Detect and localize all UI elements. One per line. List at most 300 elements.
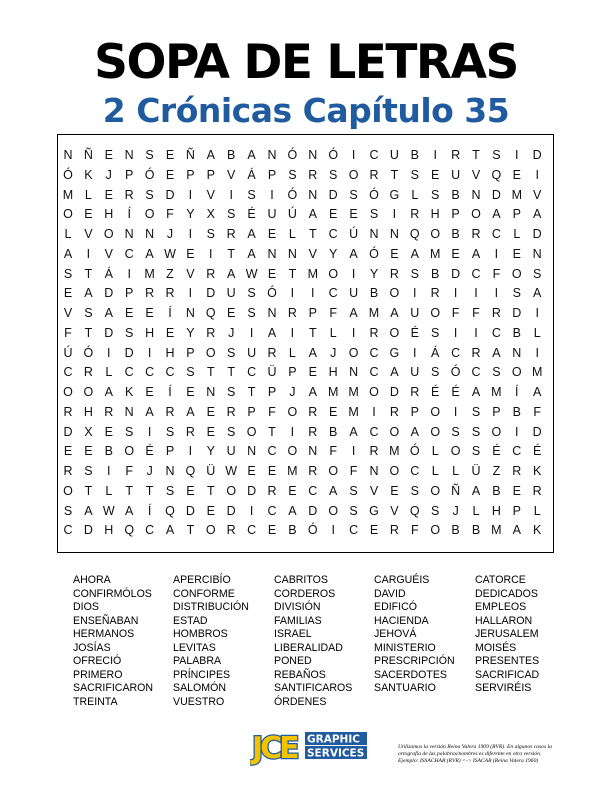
grid-cell[interactable]: B (451, 523, 460, 538)
grid-cell[interactable]: S (431, 503, 440, 518)
grid-cell[interactable]: G (389, 187, 400, 202)
grid-cell[interactable]: Ó (267, 286, 277, 301)
grid-cell[interactable]: J (330, 345, 337, 360)
grid-cell[interactable]: I (86, 246, 91, 261)
grid-cell[interactable]: V (84, 227, 93, 241)
grid-cell[interactable]: T (268, 424, 276, 439)
grid-cell[interactable]: H (104, 523, 114, 538)
grid-cell[interactable]: L (472, 503, 480, 518)
grid-cell[interactable]: N (308, 187, 318, 202)
grid-cell[interactable]: U (267, 207, 277, 222)
grid-cell[interactable]: R (410, 207, 420, 222)
grid-cell[interactable]: R (532, 483, 542, 498)
grid-cell[interactable]: Ó (144, 167, 155, 182)
grid-cell[interactable]: I (188, 187, 193, 202)
grid-cell[interactable]: R (308, 167, 318, 182)
grid-cell[interactable]: E (369, 523, 379, 538)
grid-cell[interactable]: E (84, 207, 93, 222)
grid-cell[interactable]: A (63, 246, 73, 261)
grid-cell[interactable]: W (225, 464, 238, 478)
letter-grid[interactable] (57, 134, 554, 553)
grid-cell[interactable]: R (267, 345, 277, 360)
grid-cell[interactable]: T (472, 148, 480, 162)
grid-cell[interactable]: D (104, 325, 114, 340)
grid-cell[interactable]: Ó (369, 187, 379, 202)
grid-cell[interactable]: S (533, 266, 542, 281)
grid-cell[interactable]: A (206, 148, 215, 162)
grid-cell[interactable]: J (166, 227, 174, 241)
grid-cell[interactable]: D (206, 286, 216, 301)
grid-cell[interactable]: Ó (328, 148, 339, 162)
grid-cell[interactable]: R (389, 266, 399, 281)
grid-cell[interactable]: E (288, 483, 297, 498)
grid-cell[interactable]: T (84, 266, 93, 281)
grid-cell[interactable]: I (147, 424, 152, 439)
grid-cell[interactable]: N (124, 148, 134, 162)
grid-cell[interactable]: Q (205, 306, 216, 320)
grid-cell[interactable]: N (512, 345, 522, 360)
grid-cell[interactable]: D (185, 503, 195, 518)
grid-cell[interactable]: Ú (349, 227, 359, 241)
grid-cell[interactable]: C (369, 365, 379, 380)
grid-cell[interactable]: P (308, 306, 317, 320)
grid-cell[interactable]: U (451, 167, 461, 182)
grid-cell[interactable]: E (308, 365, 317, 380)
grid-cell[interactable]: E (267, 266, 277, 281)
grid-cell[interactable]: R (308, 424, 318, 439)
grid-cell[interactable]: O (389, 286, 400, 301)
grid-cell[interactable]: T (227, 365, 235, 380)
grid-cell[interactable]: F (472, 306, 480, 320)
grid-cell[interactable]: V (63, 306, 73, 320)
grid-cell[interactable]: O (389, 325, 400, 340)
grid-cell[interactable]: R (165, 404, 175, 419)
grid-cell[interactable]: O (389, 424, 400, 439)
grid-cell[interactable]: X (84, 424, 93, 439)
grid-cell[interactable]: O (389, 464, 400, 478)
grid-cell[interactable]: B (512, 325, 521, 340)
grid-cell[interactable]: I (188, 286, 193, 301)
grid-cell[interactable]: I (351, 148, 356, 162)
grid-cell[interactable]: R (104, 404, 114, 419)
grid-cell[interactable]: Q (409, 503, 420, 518)
grid-cell[interactable]: R (369, 167, 379, 182)
grid-cell[interactable]: E (512, 167, 521, 182)
grid-cell[interactable]: É (410, 325, 419, 340)
grid-cell[interactable]: R (267, 483, 277, 498)
grid-cell[interactable]: M (62, 187, 74, 202)
grid-cell[interactable]: N (267, 246, 277, 261)
grid-cell[interactable]: Á (431, 345, 440, 360)
grid-cell[interactable]: O (226, 483, 237, 498)
grid-cell[interactable]: S (227, 424, 236, 439)
grid-cell[interactable]: S (63, 266, 73, 281)
grid-cell[interactable]: M (327, 385, 339, 399)
grid-cell[interactable]: N (471, 187, 481, 202)
grid-cell[interactable]: Í (168, 385, 172, 399)
grid-cell[interactable]: Ó (409, 444, 420, 459)
grid-cell[interactable]: S (145, 148, 154, 162)
grid-cell[interactable]: I (270, 187, 274, 202)
grid-cell[interactable]: V (308, 246, 317, 261)
grid-cell[interactable]: D (63, 424, 73, 439)
grid-cell[interactable]: V (186, 266, 195, 281)
grid-cell[interactable]: A (471, 483, 481, 498)
grid-cell[interactable]: R (471, 227, 481, 241)
grid-cell[interactable]: C (165, 365, 175, 380)
grid-cell[interactable]: N (145, 227, 155, 241)
grid-cell[interactable]: C (247, 365, 257, 380)
grid-cell[interactable]: Ó (63, 167, 73, 182)
grid-cell[interactable]: O (491, 424, 502, 439)
grid-cell[interactable]: C (491, 227, 501, 241)
grid-cell[interactable]: A (533, 286, 542, 301)
grid-cell[interactable]: P (125, 286, 134, 301)
grid-cell[interactable]: R (410, 385, 420, 399)
grid-cell[interactable]: N (124, 404, 134, 419)
grid-cell[interactable]: C (471, 365, 481, 380)
grid-cell[interactable]: T (390, 167, 399, 182)
grid-cell[interactable]: F (533, 404, 541, 419)
grid-cell[interactable]: W (245, 266, 258, 281)
grid-cell[interactable]: R (226, 523, 236, 538)
grid-cell[interactable]: S (431, 187, 440, 202)
grid-cell[interactable]: M (491, 523, 502, 538)
grid-cell[interactable]: E (390, 483, 399, 498)
grid-cell[interactable]: Í (147, 503, 152, 518)
grid-cell[interactable]: Q (165, 503, 175, 518)
grid-cell[interactable]: E (104, 148, 113, 162)
grid-cell[interactable]: Ó (83, 345, 94, 360)
grid-cell[interactable]: A (471, 385, 481, 399)
grid-cell[interactable]: J (146, 464, 153, 478)
grid-cell[interactable]: I (413, 345, 417, 360)
grid-cell[interactable]: H (491, 503, 501, 518)
grid-cell[interactable]: S (492, 148, 501, 162)
grid-cell[interactable]: B (104, 444, 113, 459)
grid-cell[interactable]: R (206, 266, 216, 281)
grid-cell[interactable]: Á (104, 266, 113, 281)
grid-cell[interactable]: R (512, 464, 522, 478)
grid-cell[interactable]: E (329, 404, 338, 419)
grid-cell[interactable]: R (308, 404, 318, 419)
grid-cell[interactable]: A (410, 246, 419, 261)
grid-cell[interactable]: L (288, 227, 296, 241)
grid-cell[interactable]: A (533, 385, 542, 399)
grid-cell[interactable]: D (532, 424, 542, 439)
grid-cell[interactable]: W (102, 503, 115, 518)
grid-cell[interactable]: I (107, 345, 111, 360)
grid-cell[interactable]: A (349, 306, 358, 320)
grid-cell[interactable]: O (430, 523, 441, 538)
grid-cell[interactable]: S (63, 503, 73, 518)
grid-cell[interactable]: R (471, 345, 481, 360)
grid-cell[interactable]: S (410, 167, 419, 182)
grid-cell[interactable]: I (351, 266, 356, 281)
grid-cell[interactable]: S (410, 483, 419, 498)
grid-cell[interactable]: E (206, 503, 215, 518)
grid-cell[interactable]: V (104, 246, 113, 261)
grid-cell[interactable]: T (84, 483, 93, 498)
grid-cell[interactable]: O (63, 483, 73, 498)
grid-cell[interactable]: K (84, 167, 93, 182)
grid-cell[interactable]: E (512, 246, 521, 261)
grid-cell[interactable]: I (372, 404, 376, 419)
grid-cell[interactable]: P (165, 444, 175, 459)
grid-cell[interactable]: D (104, 286, 114, 301)
grid-cell[interactable]: O (328, 266, 339, 281)
grid-cell[interactable]: É (533, 444, 542, 459)
grid-cell[interactable]: V (227, 167, 236, 182)
grid-cell[interactable]: E (431, 167, 440, 182)
grid-cell[interactable]: I (311, 286, 315, 301)
grid-cell[interactable]: Y (369, 266, 379, 281)
grid-cell[interactable]: A (267, 325, 277, 340)
grid-cell[interactable]: U (349, 286, 359, 301)
grid-cell[interactable]: H (328, 365, 338, 380)
grid-cell[interactable]: A (390, 306, 399, 320)
grid-cell[interactable]: A (492, 345, 501, 360)
grid-cell[interactable]: D (512, 306, 522, 320)
grid-cell[interactable]: P (512, 207, 521, 222)
grid-cell[interactable]: Ó (287, 187, 298, 202)
grid-cell[interactable]: E (165, 167, 175, 182)
grid-cell[interactable]: I (515, 148, 519, 162)
grid-cell[interactable]: W (164, 246, 176, 261)
grid-cell[interactable]: G (389, 345, 400, 360)
grid-cell[interactable]: E (186, 385, 195, 399)
grid-cell[interactable]: D (165, 187, 175, 202)
grid-cell[interactable]: I (494, 246, 499, 261)
grid-cell[interactable]: L (533, 503, 541, 518)
grid-cell[interactable]: O (124, 444, 135, 459)
grid-cell[interactable]: L (105, 483, 113, 498)
grid-cell[interactable]: O (430, 227, 441, 241)
grid-cell[interactable]: C (124, 365, 134, 380)
grid-cell[interactable]: E (206, 404, 215, 419)
grid-cell[interactable]: S (410, 266, 419, 281)
grid-cell[interactable]: S (247, 286, 256, 301)
grid-cell[interactable]: R (308, 464, 318, 478)
grid-cell[interactable]: S (145, 187, 154, 202)
grid-cell[interactable]: E (451, 246, 460, 261)
grid-cell[interactable]: A (410, 424, 419, 439)
grid-cell[interactable]: A (165, 523, 175, 538)
grid-cell[interactable]: V (369, 483, 379, 498)
grid-cell[interactable]: É (431, 385, 440, 399)
grid-cell[interactable]: P (288, 365, 297, 380)
grid-cell[interactable]: O (144, 207, 155, 222)
grid-cell[interactable]: P (206, 167, 215, 182)
grid-cell[interactable]: G (369, 503, 379, 518)
grid-cell[interactable]: I (474, 325, 478, 340)
grid-cell[interactable]: O (328, 464, 339, 478)
grid-cell[interactable]: A (533, 207, 542, 222)
grid-cell[interactable]: L (411, 187, 419, 202)
grid-cell[interactable]: B (451, 187, 460, 202)
grid-cell[interactable]: H (83, 404, 93, 419)
grid-cell[interactable]: U (389, 148, 399, 162)
grid-cell[interactable]: N (389, 227, 399, 241)
grid-cell[interactable]: A (349, 424, 358, 439)
grid-cell[interactable]: N (185, 306, 195, 320)
grid-cell[interactable]: I (453, 325, 458, 340)
grid-cell[interactable]: S (247, 306, 256, 320)
grid-cell[interactable]: S (165, 424, 175, 439)
grid-cell[interactable]: I (535, 345, 539, 360)
grid-cell[interactable]: O (369, 385, 379, 399)
grid-cell[interactable]: Ü (267, 365, 277, 380)
grid-cell[interactable]: E (104, 424, 113, 439)
grid-cell[interactable]: I (453, 286, 458, 301)
grid-cell[interactable]: A (84, 503, 93, 518)
grid-cell[interactable]: T (227, 246, 235, 261)
grid-cell[interactable]: Q (185, 464, 196, 478)
grid-cell[interactable]: E (186, 483, 195, 498)
grid-cell[interactable]: I (188, 444, 193, 459)
grid-cell[interactable]: R (165, 286, 175, 301)
grid-cell[interactable]: I (127, 266, 131, 281)
grid-cell[interactable]: S (206, 227, 215, 241)
grid-cell[interactable]: R (369, 444, 379, 459)
grid-cell[interactable]: I (351, 325, 356, 340)
grid-cell[interactable]: O (430, 404, 441, 419)
grid-cell[interactable]: B (369, 286, 379, 301)
grid-cell[interactable]: S (471, 424, 481, 439)
grid-cell[interactable]: M (307, 266, 318, 281)
grid-cell[interactable]: U (226, 444, 236, 459)
grid-cell[interactable]: C (145, 365, 155, 380)
grid-cell[interactable]: Y (329, 246, 338, 261)
grid-cell[interactable]: M (429, 246, 441, 261)
grid-cell[interactable]: F (125, 464, 133, 478)
grid-cell[interactable]: V (533, 187, 542, 202)
grid-cell[interactable]: C (349, 523, 359, 538)
grid-cell[interactable]: C (491, 325, 501, 340)
grid-cell[interactable]: D (328, 187, 338, 202)
grid-cell[interactable]: D (451, 266, 461, 281)
grid-cell[interactable]: N (532, 246, 542, 261)
grid-cell[interactable]: Ó (369, 246, 379, 261)
grid-cell[interactable]: T (206, 365, 215, 380)
grid-cell[interactable]: C (145, 523, 155, 538)
grid-cell[interactable]: A (308, 207, 317, 222)
grid-cell[interactable]: S (369, 207, 379, 222)
grid-cell[interactable]: T (206, 483, 215, 498)
grid-cell[interactable]: S (227, 207, 236, 222)
grid-cell[interactable]: E (165, 325, 175, 340)
grid-cell[interactable]: T (84, 325, 93, 340)
grid-cell[interactable]: Á (247, 167, 256, 182)
grid-cell[interactable]: I (392, 207, 397, 222)
grid-cell[interactable]: M (144, 266, 155, 281)
grid-cell[interactable]: É (451, 385, 460, 399)
grid-cell[interactable]: A (186, 404, 195, 419)
grid-cell[interactable]: O (287, 444, 298, 459)
grid-cell[interactable]: I (229, 187, 233, 202)
grid-cell[interactable]: D (389, 385, 399, 399)
grid-cell[interactable]: R (287, 306, 297, 320)
grid-cell[interactable]: O (450, 444, 461, 459)
grid-cell[interactable]: E (63, 444, 73, 459)
grid-cell[interactable]: É (492, 444, 501, 459)
grid-cell[interactable]: Ü (206, 464, 216, 478)
grid-cell[interactable]: V (206, 187, 215, 202)
grid-cell[interactable]: Z (492, 464, 501, 478)
grid-cell[interactable]: F (166, 207, 174, 222)
grid-cell[interactable]: A (288, 503, 297, 518)
grid-cell[interactable]: I (290, 286, 295, 301)
grid-cell[interactable]: P (186, 167, 195, 182)
grid-cell[interactable]: A (104, 306, 113, 320)
grid-cell[interactable]: S (471, 444, 481, 459)
grid-cell[interactable]: A (84, 286, 93, 301)
grid-cell[interactable]: B (451, 227, 460, 241)
grid-cell[interactable]: R (124, 187, 134, 202)
grid-cell[interactable]: É (247, 207, 256, 222)
grid-cell[interactable]: S (329, 167, 338, 182)
grid-cell[interactable]: B (471, 523, 481, 538)
grid-cell[interactable]: E (267, 227, 277, 241)
grid-cell[interactable]: I (413, 286, 417, 301)
grid-cell[interactable]: C (369, 148, 379, 162)
grid-cell[interactable]: M (287, 464, 298, 478)
grid-cell[interactable]: P (267, 167, 277, 182)
grid-cell[interactable]: I (433, 148, 437, 162)
grid-cell[interactable]: N (369, 227, 379, 241)
grid-cell[interactable]: B (492, 483, 501, 498)
grid-cell[interactable]: Ñ (185, 148, 195, 162)
grid-cell[interactable]: E (512, 483, 521, 498)
grid-cell[interactable]: S (165, 483, 175, 498)
grid-cell[interactable]: D (124, 345, 134, 360)
grid-cell[interactable]: O (348, 345, 359, 360)
grid-cell[interactable]: T (186, 523, 195, 538)
grid-cell[interactable]: R (389, 404, 399, 419)
grid-cell[interactable]: P (186, 345, 195, 360)
grid-cell[interactable]: E (227, 306, 236, 320)
grid-cell[interactable]: K (125, 385, 134, 399)
grid-cell[interactable]: O (430, 424, 441, 439)
grid-cell[interactable]: V (471, 167, 481, 182)
grid-cell[interactable]: N (267, 148, 277, 162)
grid-cell[interactable]: K (533, 523, 542, 538)
grid-cell[interactable]: N (124, 227, 134, 241)
grid-cell[interactable]: Q (409, 227, 420, 241)
grid-cell[interactable]: T (125, 483, 133, 498)
grid-cell[interactable]: L (533, 325, 541, 340)
grid-cell[interactable]: C (124, 246, 134, 261)
grid-cell[interactable]: C (267, 503, 277, 518)
grid-cell[interactable]: Y (186, 325, 195, 340)
grid-cell[interactable]: P (451, 207, 460, 222)
grid-cell[interactable]: E (267, 523, 277, 538)
grid-cell[interactable]: R (491, 306, 501, 320)
grid-cell[interactable]: L (288, 345, 296, 360)
grid-cell[interactable]: S (349, 483, 358, 498)
grid-cell[interactable]: J (289, 385, 296, 399)
grid-cell[interactable]: S (471, 404, 481, 419)
grid-cell[interactable]: F (349, 464, 358, 478)
grid-cell[interactable]: N (349, 365, 359, 380)
grid-cell[interactable]: H (430, 207, 440, 222)
grid-cell[interactable]: F (451, 306, 460, 320)
grid-cell[interactable]: E (267, 464, 277, 478)
grid-cell[interactable]: S (288, 167, 297, 182)
grid-cell[interactable]: O (83, 385, 94, 399)
grid-cell[interactable]: F (64, 325, 72, 340)
grid-cell[interactable]: L (431, 464, 439, 478)
